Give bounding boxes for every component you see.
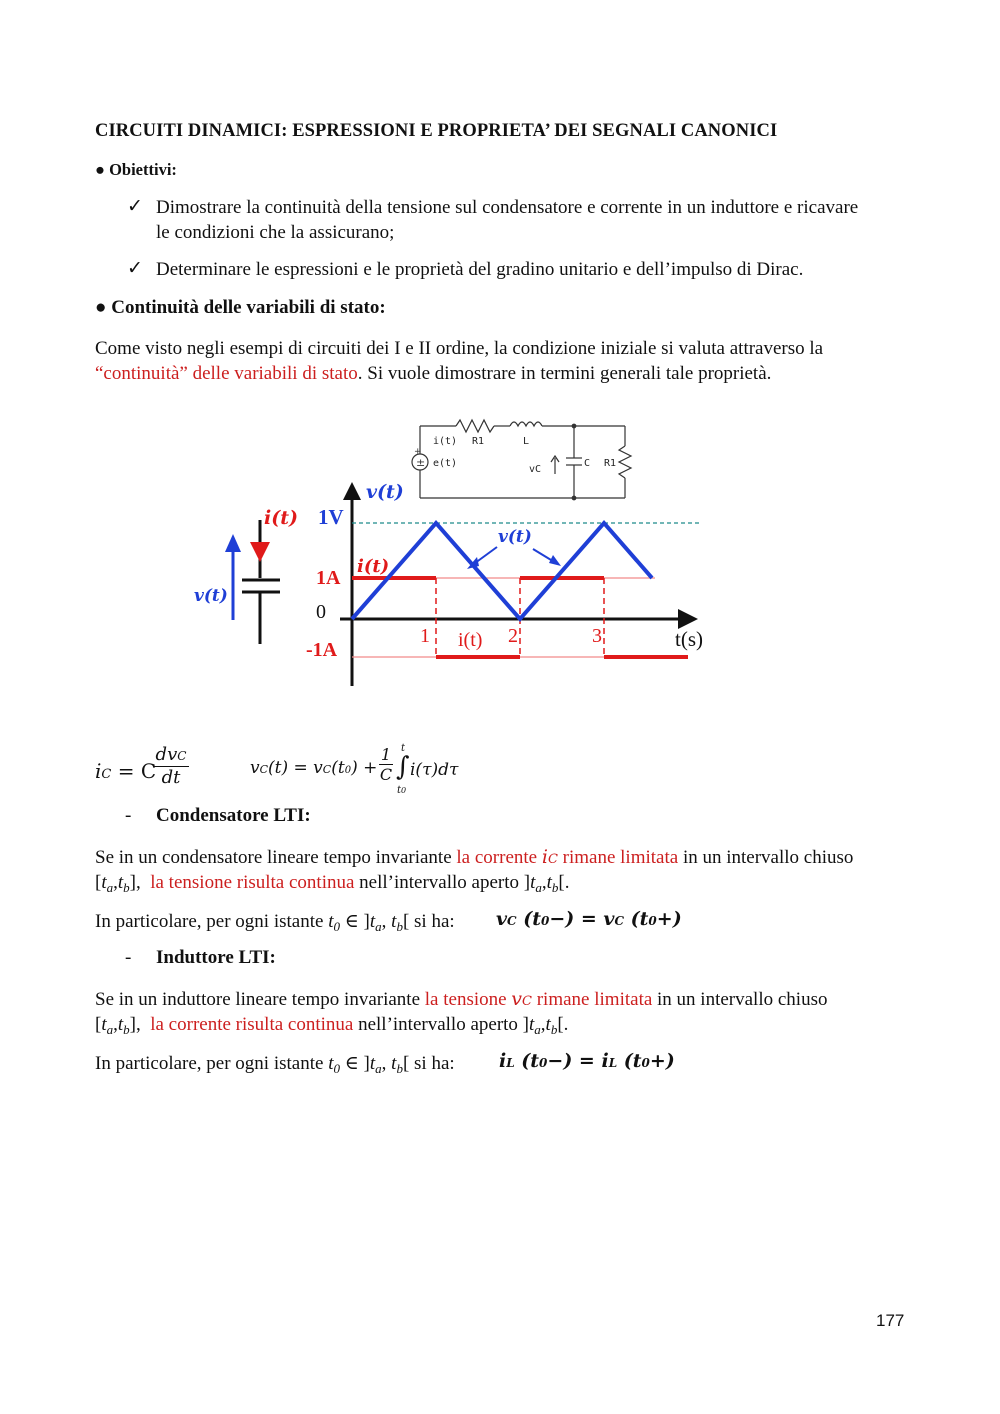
arrowhead-icon [549, 555, 561, 566]
cap-p1-red1: la corrente [456, 847, 542, 868]
capacitor-heading: Condensatore LTI: [156, 805, 311, 826]
y-axis-label: v(t) [366, 481, 404, 503]
eq-dv-sub: C [177, 749, 187, 763]
x-axis-arrow-icon [678, 609, 698, 629]
current-below-label: i(t) [458, 629, 483, 651]
eq-vc-sub2: C [322, 763, 332, 776]
voltage-arrow-icon [225, 534, 241, 552]
inductor-paragraph-line-2: $[t_a,t_b]$, la corrente risulta continua nell’intervallo aperto ]$t_a,t_b$[. [95, 1014, 569, 1037]
tick-label-t3: 3 [592, 625, 602, 647]
ind-p2-red: la corrente risulta continua [150, 1014, 354, 1035]
capacitor-continuity-equation: vC (t0−) = vC (t0+) [496, 908, 682, 930]
eq-vc-v: v [250, 758, 260, 778]
eq-ic-symbol: i [95, 759, 102, 783]
eq-vc-t0-sub: 0 [344, 765, 352, 776]
tick-label-minus-1a: -1A [306, 639, 338, 661]
source-symbol: ± [416, 456, 426, 469]
cap-p1-var: i [541, 846, 548, 868]
integrand: i(τ)dτ [410, 760, 459, 780]
equation-ic [95, 759, 156, 783]
continuity-paragraph-line-1: Come visto negli esempi di circuiti dei I e II ordine, la condizione iniziale si valuta attraverso la [95, 338, 824, 359]
objective-1-line-2: le condizioni che la assicurano; [156, 222, 395, 243]
cap-p1-red2: rimane limitata [557, 847, 679, 868]
inductor-paragraph-line-3: In particolare, per ogni istante $t_0$ ∈ ]$t_a$, $t_b$[ si ha: [95, 1053, 455, 1076]
tick-label-1v: 1V [318, 505, 344, 529]
tick-label-t2: 2 [508, 625, 518, 647]
eq-ic-equals: = C [117, 759, 157, 783]
continuity-red-text: “continuità” delle variabili di stato [95, 363, 358, 384]
tick-label-t1: 1 [420, 625, 430, 647]
circuit-label-r1b: R1 [604, 458, 617, 469]
objective-1-line-1: Dimostrare la continuità della tensione sul condensatore e corrente in un induttore e ricavare [156, 197, 859, 218]
capacitor-paragraph-line-3: In particolare, per ogni istante $t_0$ ∈ ]$t_a$, $t_b$[ si ha: [95, 911, 455, 934]
inductor-heading: Induttore LTI: [156, 947, 276, 968]
capacitor-paragraph-line-2: $[t_a,t_b]$, la tensione risulta continua nell’intervallo aperto ]$t_a,t_b$[. [95, 872, 570, 895]
equation-fraction [153, 744, 189, 788]
checkmark-icon: ✓ [127, 196, 143, 217]
integral-upper: t [401, 743, 406, 754]
checkmark-icon: ✓ [127, 258, 143, 279]
inductor-paragraph-line-1: Se in un induttore lineare tempo invariante la tensione vC rimane limitata in un intervallo chiuso [95, 988, 828, 1010]
cap-p2-red: la tensione risulta continua [150, 872, 355, 893]
equation-one-over-c [379, 745, 393, 784]
cap-p1-a: Se in un condensatore lineare tempo invariante [95, 847, 457, 868]
cap-current-label: i(t) [264, 507, 298, 529]
circuit-and-waveform-figure [0, 400, 1000, 700]
x-axis-label: t(s) [675, 627, 703, 651]
current-series-label: i(t) [357, 556, 390, 577]
tick-label-0: 0 [316, 601, 326, 623]
source-plus-sign: + [414, 447, 422, 457]
integral-lower: t0 [397, 785, 407, 796]
eq-vc-plus: ) + [351, 758, 378, 778]
circuit-label-r1a: R1 [472, 436, 485, 447]
eq-vc-t0: (t [331, 758, 345, 778]
eq-vc-sub: C [259, 763, 269, 776]
capacitor-dash: - [125, 805, 132, 826]
integral-lower-t: t [397, 785, 402, 796]
tick-label-1a: 1A [316, 567, 341, 589]
circuit-label-c: C [584, 458, 591, 469]
continuity-paragraph-line-2 [95, 361, 915, 386]
inductor-dash: - [125, 947, 132, 968]
eq-one: 1 [380, 745, 392, 764]
voltage-series-label: v(t) [498, 527, 532, 547]
objective-2-line-1: Determinare le espressioni e le proprietà del gradino unitario e dell’impulso di Dirac. [156, 259, 804, 280]
cap-voltage-label: v(t) [194, 586, 228, 606]
capacitor-symbol [225, 520, 280, 644]
continuity-heading: ● Continuità delle variabili di stato: [95, 297, 386, 318]
capacitor-paragraph-line-1 [95, 845, 915, 872]
cap-p1-b: in un intervallo chiuso [678, 847, 854, 868]
eq-dt: dt [161, 767, 181, 788]
current-arrow-icon [250, 542, 270, 562]
integral-sign: ∫ [396, 752, 410, 782]
eq-c: C [379, 765, 393, 784]
circuit-label-vc: vC [529, 464, 542, 475]
circuit-label-l: L [523, 436, 530, 447]
equation-vc [250, 758, 377, 778]
eq-vc-t: (t) = v [268, 758, 323, 778]
cap-p1-var-sub: C [547, 852, 558, 867]
objectives-label: ● Obiettivi: [95, 160, 177, 179]
circuit-label-i: i(t) [433, 436, 458, 447]
page-number: 177 [876, 1311, 905, 1330]
inductor-continuity-equation: iL (t0−) = iL (t0+) [499, 1050, 675, 1072]
eq-dv: dv [155, 744, 178, 765]
circuit-label-e: e(t) [433, 458, 458, 469]
y-axis-arrow-icon [343, 482, 361, 500]
eq-ic-sub: C [101, 767, 112, 782]
page-title: CIRCUITI DINAMICI: ESPRESSIONI E PROPRIETA’ DEI SEGNALI CANONICI [95, 121, 778, 141]
continuity-rest-text: . Si vuole dimostrare in termini generali tale proprietà. [357, 363, 772, 384]
